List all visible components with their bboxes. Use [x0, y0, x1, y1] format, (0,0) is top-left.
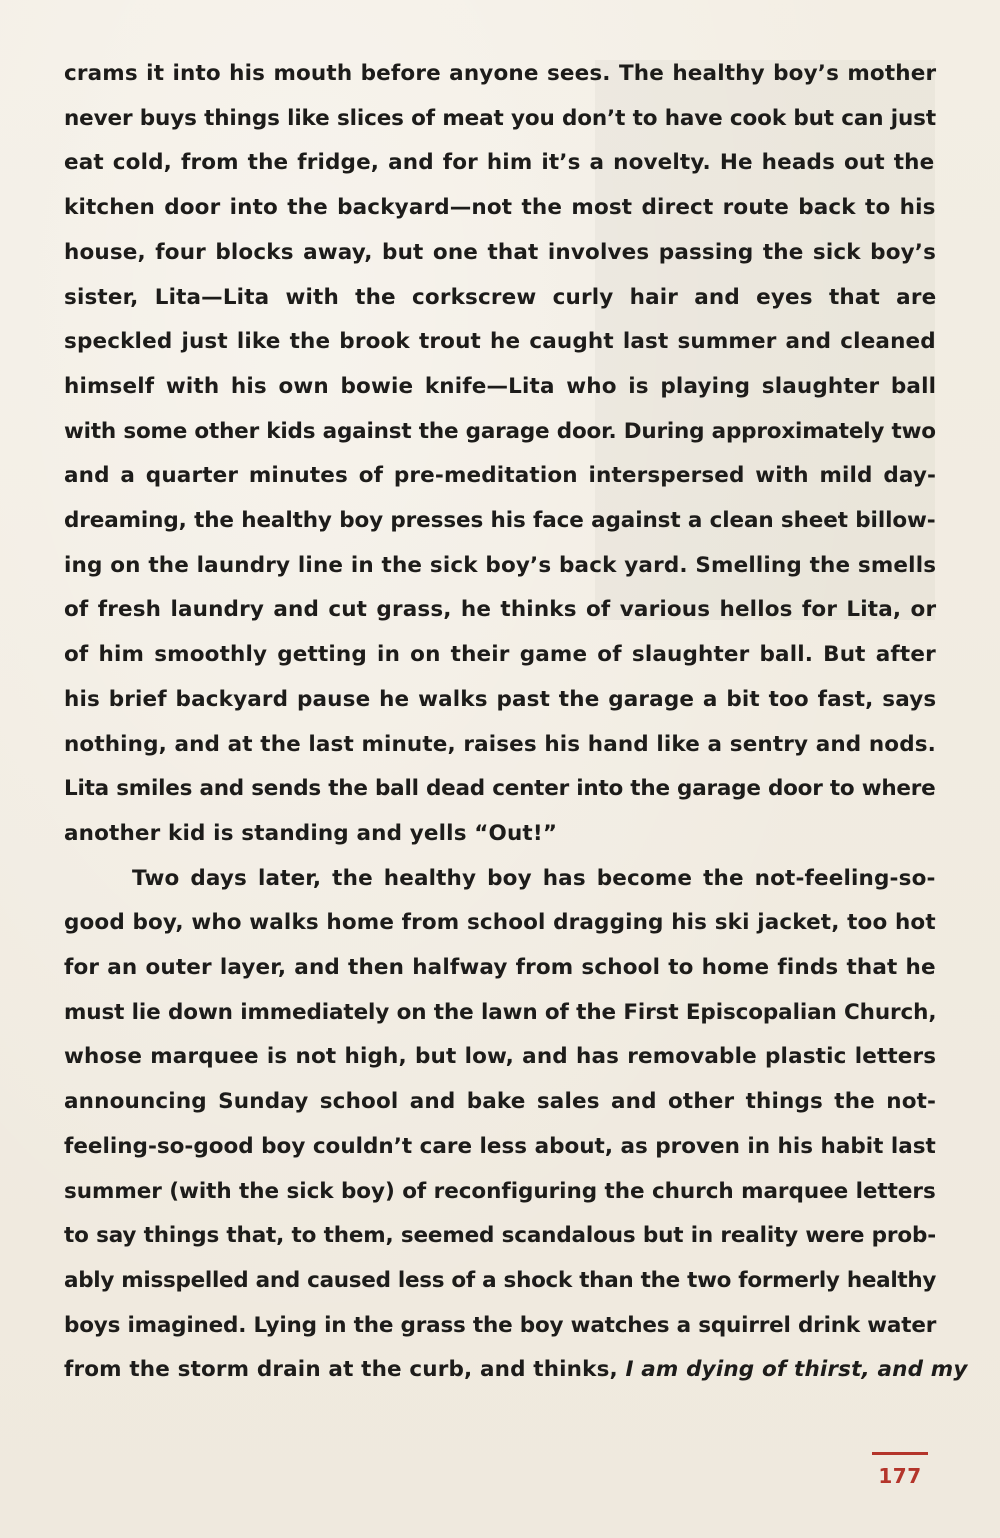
text-line: ing on the laundry line in the sick boy’s back yard. Smelling the smells: [64, 552, 937, 578]
text-line: Lita smiles and sends the ball dead center into the garage door to where: [64, 776, 936, 802]
text-line: sister, Lita—Lita with the corkscrew curly hair and eyes that are: [64, 284, 937, 310]
text-line: must lie down immediately on the lawn of the First Episcopalian Church,: [64, 999, 937, 1025]
paragraph-2: [64, 857, 968, 1393]
text-line: himself with his own bowie knife—Lita who is playing slaughter ball: [64, 373, 937, 399]
page-folio: [872, 1452, 928, 1488]
text-line: Two days later, the healthy boy has become the not-feeling-so-: [132, 865, 936, 891]
text-line: crams it into his mouth before anyone sees. The healthy boy’s mother: [64, 61, 937, 86]
text-line: for an outer layer, and then halfway from school to home finds that he: [64, 955, 936, 981]
text-line: with some other kids against the garage door. During approximately two: [64, 418, 936, 444]
text-line: never buys things like slices of meat you don’t to have cook but can just: [64, 105, 936, 131]
text-line-roman: from the storm drain at the curb, and thinks,: [64, 1357, 626, 1383]
text-line: dreaming, the healthy boy presses his face against a clean sheet billow-: [64, 508, 936, 534]
text-line: [64, 1348, 968, 1393]
body-text: [64, 52, 968, 1393]
text-line: good boy, who walks home from school dragging his ski jacket, too hot: [64, 910, 936, 936]
text-line: ably misspelled and caused less of a shock than the two formerly healthy: [64, 1267, 937, 1293]
folio-rule: [872, 1452, 928, 1455]
text-line: speckled just like the brook trout he caught last summer and cleaned: [64, 329, 936, 355]
text-line: whose marquee is not high, but low, and has removable plastic letters: [64, 1044, 937, 1070]
text-line: house, four blocks away, but one that involves passing the sick boy’s: [64, 239, 937, 265]
text-line: of him smoothly getting in on their game of slaughter ball. But after: [64, 642, 936, 668]
text-line: kitchen door into the backyard—not the most direct route back to his: [64, 195, 936, 221]
text-line: to say things that, to them, seemed scandalous but in reality were prob-: [64, 1223, 936, 1249]
text-line: feeling-so-good boy couldn’t care less about, as proven in his habit last: [64, 1133, 936, 1159]
text-line: summer (with the sick boy) of reconfiguring the church marquee letters: [64, 1178, 936, 1204]
text-line-italic: I am dying of thirst, and my: [625, 1357, 968, 1383]
text-line: and a quarter minutes of pre-meditation interspersed with mild day-: [64, 463, 937, 489]
paragraph-1: [64, 52, 936, 857]
page-number: 177: [878, 1464, 922, 1488]
text-line: boys imagined. Lying in the grass the boy watches a squirrel drink water: [64, 1312, 937, 1338]
text-line: nothing, and at the last minute, raises his hand like a sentry and nods.: [64, 731, 936, 757]
text-line: of fresh laundry and cut grass, he thinks of various hellos for Lita, or: [64, 597, 937, 623]
text-line: another kid is standing and yells “Out!”: [64, 820, 558, 846]
text-line: announcing Sunday school and bake sales and other things the not-: [64, 1089, 937, 1115]
text-line: eat cold, from the fridge, and for him it’s a novelty. He heads out the: [64, 150, 935, 176]
text-line: his brief backyard pause he walks past the garage a bit too fast, says: [64, 686, 937, 712]
